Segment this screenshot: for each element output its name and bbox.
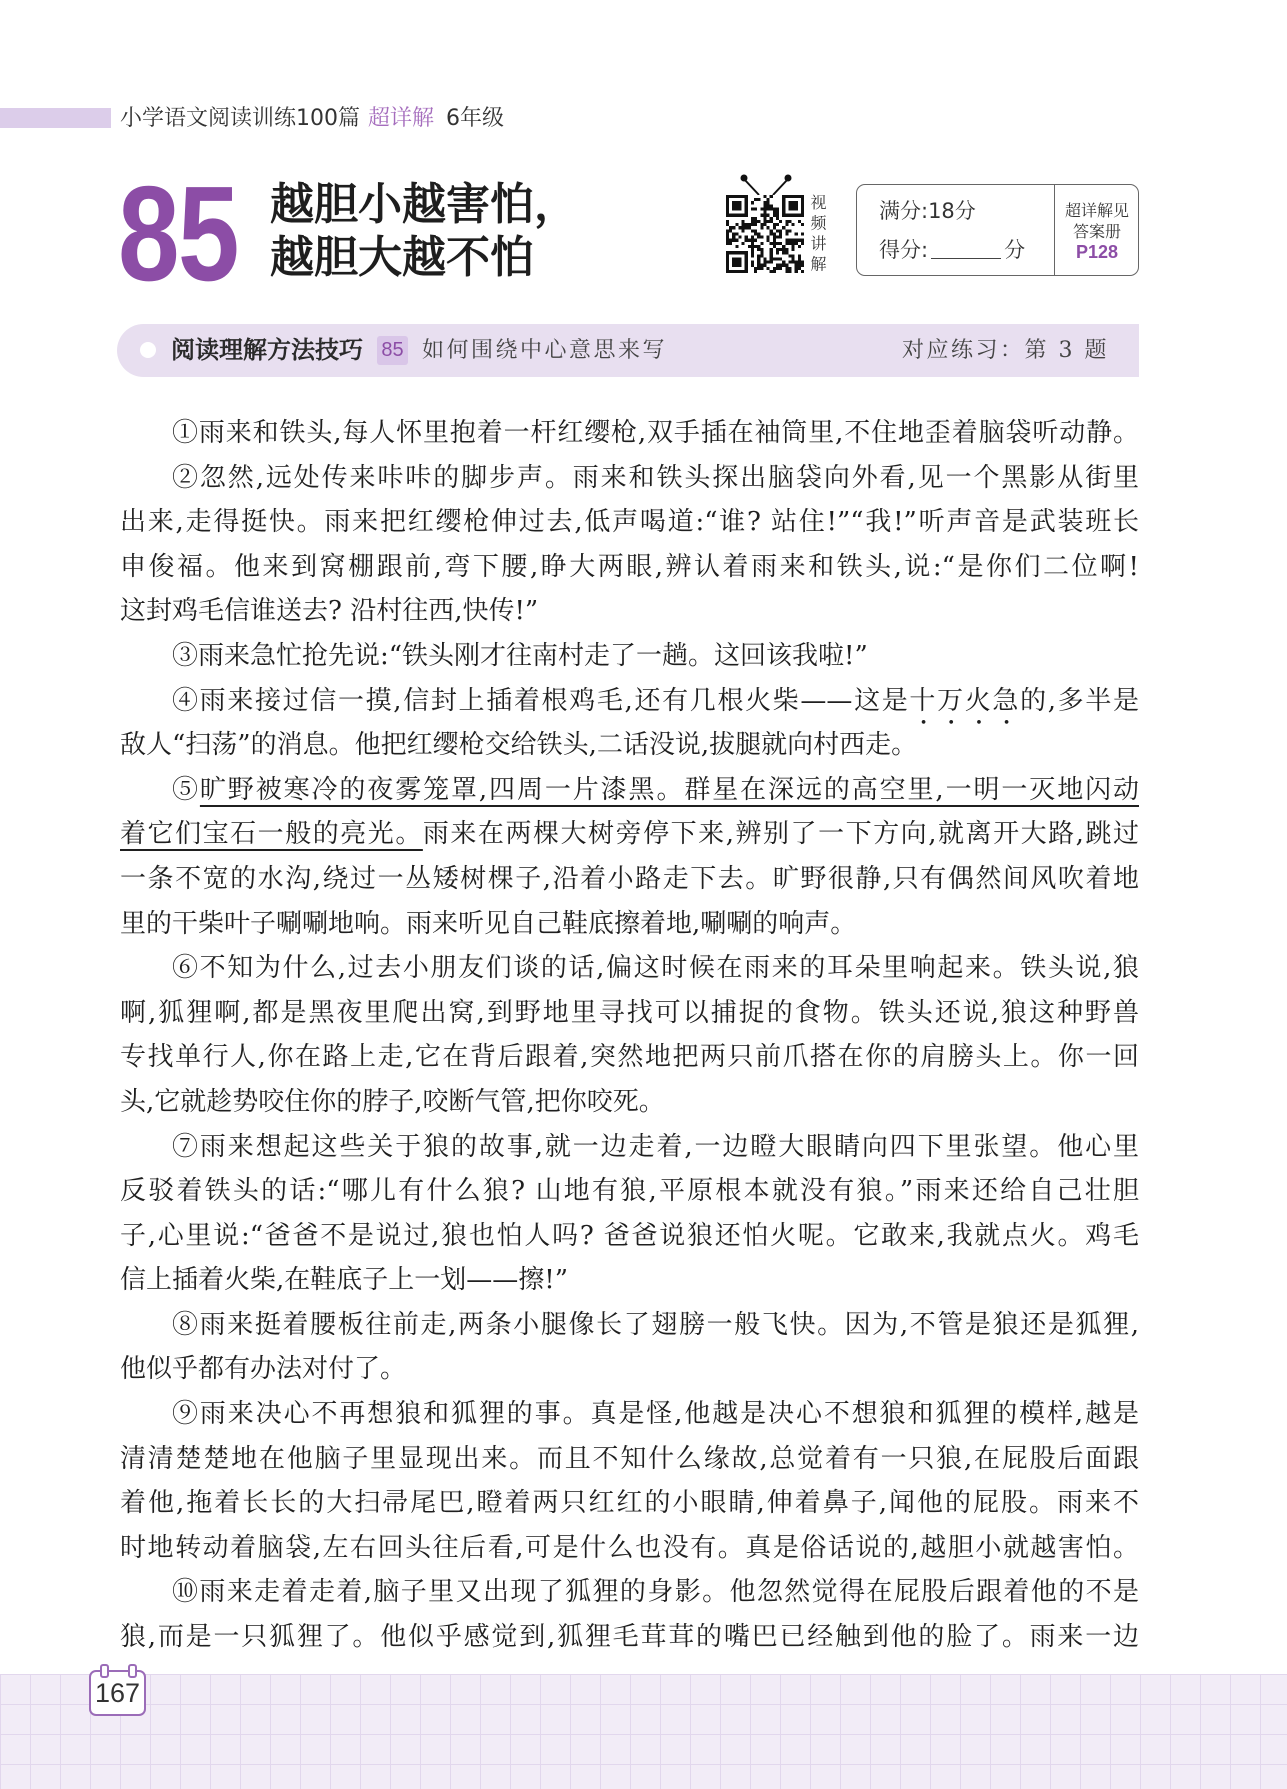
passage-line: 头,它就趁势咬住你的脖子,咬断气管,把你咬死。 [120, 1086, 665, 1117]
paragraph-4 [120, 679, 1139, 768]
score-box [856, 184, 1139, 276]
answer-page: P128 [1075, 242, 1119, 262]
line-text: 雨来在两棵大树旁停下来,辨别了一下方向,就离开大路,跳过 [422, 819, 1139, 850]
earned-score-label: 得分: [879, 238, 929, 262]
antenna-left [744, 179, 759, 195]
footer-grid-band [0, 1674, 1287, 1789]
paragraph-10 [120, 1570, 1139, 1659]
answer-ref-line-2: 答案册 [1072, 222, 1121, 241]
qr-video-label: 视频讲解 [808, 194, 827, 276]
passage [120, 411, 1139, 1660]
antenna-right [773, 179, 788, 195]
passage-line: 这封鸡毛信谁送去? 沿村往西,快传!” [120, 596, 539, 627]
passage-line: ⑥不知为什么,过去小朋友们谈的话,偏这时候在雨来的耳朵里响起来。铁头说,狼 [172, 953, 1139, 984]
passage-line: 专找单行人,你在路上走,它在背后跟着,突然地把两只前爪搭在你的肩膀头上。你一回 [120, 1042, 1139, 1073]
underlined-sentence: 旷野被寒冷的夜雾笼罩,四周一片漆黑。群星在深远的高空里,一明一灭地闪动 [199, 774, 1139, 805]
underlined-sentence: 着它们宝石一般的亮光。 [120, 819, 423, 850]
lesson-title-line-1: 越胆小越害怕， [270, 179, 578, 230]
passage-line: 狼,而是一只狐狸了。他似乎感觉到,狐狸毛茸茸的嘴巴已经触到他的脸了。雨来一边 [120, 1622, 1139, 1653]
passage-line: 子,心里说:“爸爸不是说过,狼也怕人吗? 爸爸说狼还怕火呢。它敢来,我就点火。鸡毛 [120, 1220, 1139, 1251]
passage-line: ③雨来急忙抢先说:“铁头刚才往南村走了一趟。这回该我啦!” [172, 640, 868, 671]
banner-label: 阅读理解方法技巧 [171, 336, 363, 364]
banner-practice: 对应练习：第 3 题 [902, 338, 1109, 363]
banner-dot-icon [140, 342, 156, 358]
passage-line: 时地转动着脑袋,左右回头往后看,可是什么也没有。真是俗话说的,越胆小就越害怕。 [120, 1532, 1139, 1563]
earned-score-unit: 分 [1004, 238, 1026, 262]
full-score: 满分:18分 [879, 199, 976, 223]
emphasized-phrase: 十万火急 [909, 685, 1021, 716]
running-header [120, 105, 504, 133]
paragraph-8 [120, 1303, 1139, 1392]
passage-line: 反驳着铁头的话:“哪儿有什么狼? 山地有狼,平原根本就没有狼。”雨来还给自己壮胆 [120, 1176, 1139, 1207]
passage-line: 里的干柴叶子唰唰地响。雨来听见自己鞋底擦着地,唰唰的响声。 [120, 908, 857, 939]
series-highlight: 超详解 [368, 106, 435, 131]
passage-line: ①雨来和铁头,每人怀里抱着一杆红缨枪,双手插在袖筒里,不住地歪着脑袋听动静。 [172, 418, 1139, 448]
passage-line: ②忽然,远处传来咔咔的脚步声。雨来和铁头探出脑袋向外看,见一个黑影从街里 [172, 462, 1139, 493]
passage-line: ⑦雨来想起这些关于狼的故事,就一边走着,一边瞪大眼睛向四下里张望。他心里 [172, 1131, 1139, 1162]
page-number: 167 [94, 1678, 141, 1708]
banner-number: 85 [377, 336, 408, 365]
earned-score-blank [931, 238, 1001, 259]
passage-line: ⑨雨来决心不再想狼和狐狸的事。真是怪,他越是决心不想狼和狐狸的模样,越是 [172, 1399, 1139, 1430]
paragraph-9 [120, 1392, 1139, 1570]
passage-line: ⑧雨来挺着腰板往前走,两条小腿像长了翅膀一般飞快。因为,不管是狼还是狐狸, [172, 1309, 1139, 1340]
passage-line: ⑩雨来走着走着,脑子里又出现了狐狸的身影。他忽然觉得在屁股后跟着他的不是 [172, 1577, 1139, 1608]
passage-line: 出来,走得挺快。雨来把红缨枪伸过去,低声喝道:“谁? 站住!”“我!”听声音是武装班长 [120, 507, 1139, 538]
lesson-title-line-2: 越胆大越不怕 [270, 232, 534, 283]
passage-line [120, 768, 1139, 813]
method-banner [117, 324, 1139, 377]
header-accent-bar [0, 108, 111, 128]
passage-line: 啊,狐狸啊,都是黑夜里爬出窝,到野地里寻找可以捕捉的食物。铁头还说,狼这种野兽 [120, 997, 1139, 1028]
passage-line: 信上插着火柴,在鞋底子上一划——擦!” [120, 1265, 569, 1296]
grade-label: 6年级 [446, 106, 505, 131]
antenna-right-ball [785, 175, 792, 182]
paragraph-3 [120, 634, 1139, 679]
paragraph-marker: ⑤ [172, 774, 200, 805]
passage-line: 着他,拖着长长的大扫帚尾巴,瞪着两只红红的小眼睛,伸着鼻子,闻他的屁股。雨来不 [120, 1488, 1139, 1519]
lesson-number: 85 [118, 158, 238, 309]
paragraph-1 [120, 411, 1139, 456]
paragraph-5 [120, 768, 1139, 946]
passage-line: 申俊福。他来到窝棚跟前,弯下腰,睁大两眼,辨认着雨来和铁头,说:“是你们二位啊! [120, 551, 1139, 582]
answer-ref-line-1: 超详解见 [1064, 201, 1129, 220]
banner-topic: 如何围绕中心意思来写 [422, 338, 668, 363]
calendar-icon [89, 1670, 146, 1716]
qr-code-icon [726, 195, 804, 273]
paragraph-2 [120, 456, 1139, 634]
passage-line: 一条不宽的水沟,绕过一丛矮树棵子,沿着小路走下去。旷野很静,只有偶然间风吹着地 [120, 863, 1139, 894]
passage-line: 他似乎都有办法对付了。 [120, 1354, 407, 1385]
line-text: 的,多半是 [1020, 685, 1139, 716]
passage-line: 清清楚楚地在他脑子里显现出来。而且不知什么缘故,总觉着有一只狼,在屁股后面跟 [120, 1443, 1139, 1474]
paragraph-6 [120, 946, 1139, 1124]
earned-score [879, 236, 1025, 264]
paragraph-7 [120, 1125, 1139, 1303]
answer-reference [1055, 185, 1139, 275]
antenna-left-ball [741, 175, 748, 182]
series-title: 小学语文阅读训练100篇 [120, 106, 360, 131]
passage-line: 敌人“扫荡”的消息。他把红缨枪交给铁头,二话没说,拔腿就向村西走。 [120, 730, 918, 761]
passage-line [120, 812, 1139, 857]
passage-line [120, 679, 1139, 724]
qr-antenna-icon [726, 170, 806, 196]
line-text: ④雨来接过信一摸,信封上插着根鸡毛,还有几根火柴——这是 [172, 685, 910, 716]
